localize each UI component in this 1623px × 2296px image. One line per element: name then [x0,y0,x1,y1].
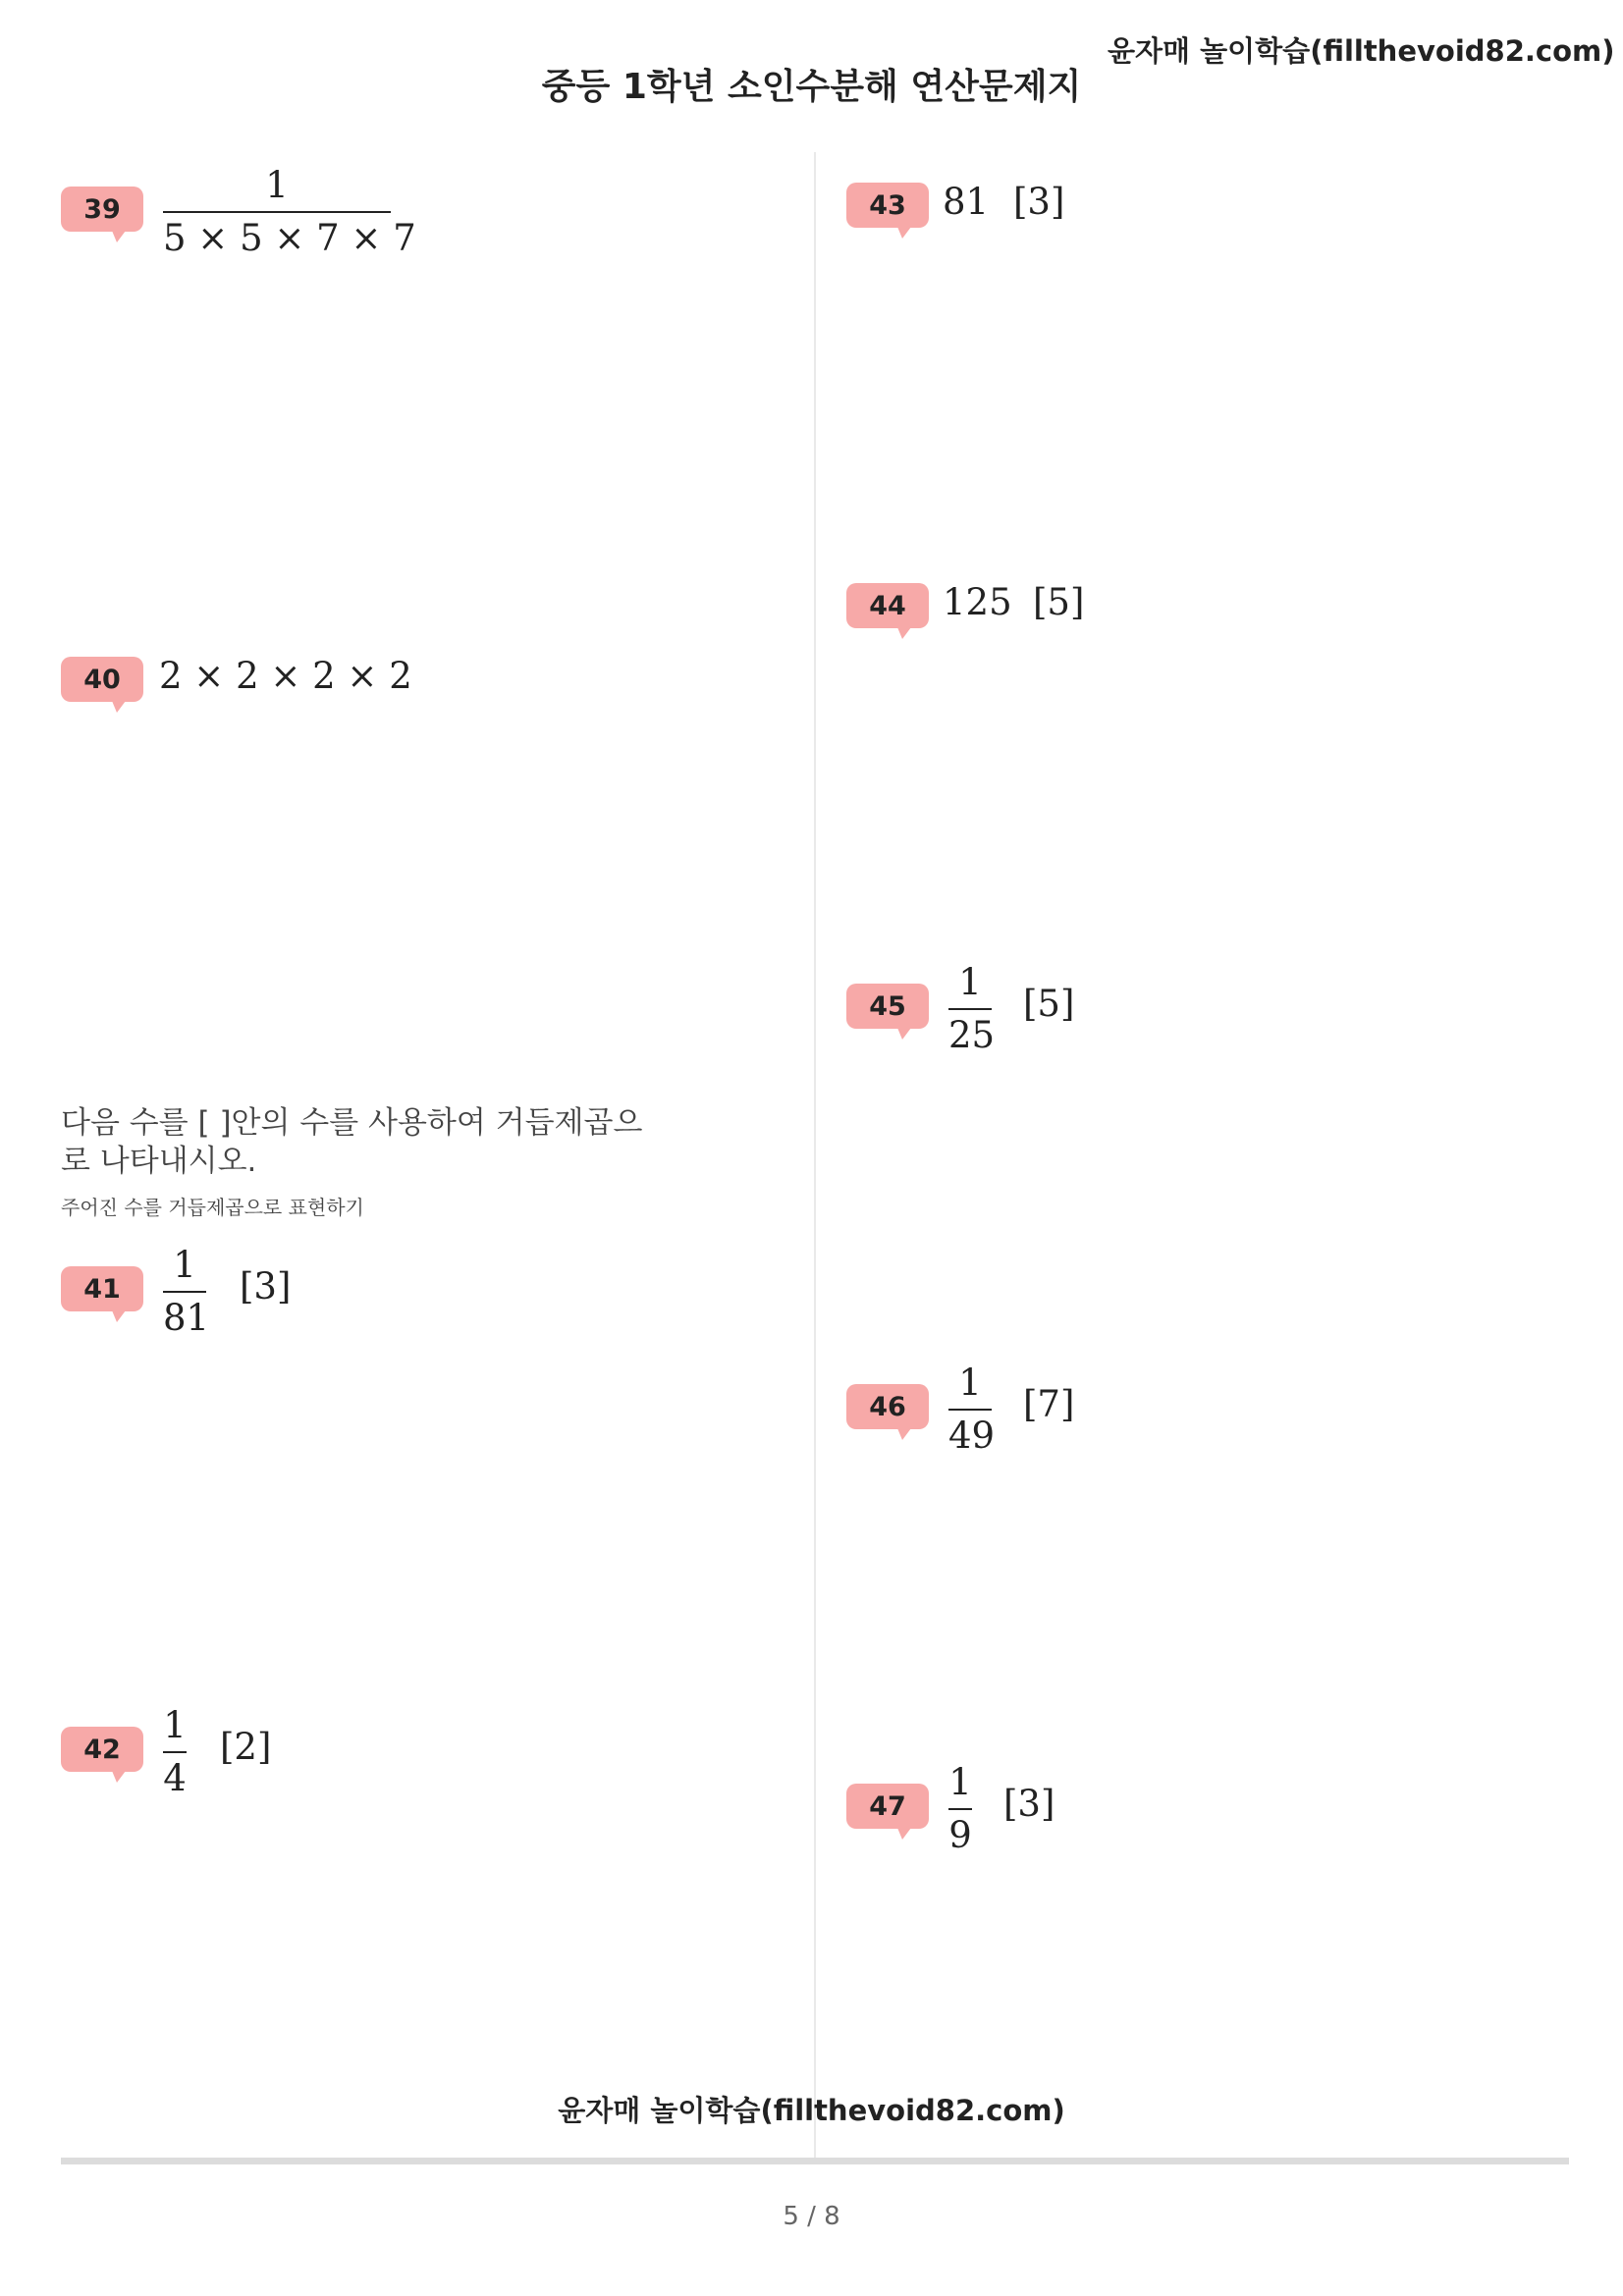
problem-number-badge: 45 [846,984,929,1029]
problem-number-badge: 39 [61,187,143,232]
problem-number-badge: 46 [846,1384,929,1429]
base-bracket: [3] [1003,1783,1055,1825]
base-bracket: [3] [240,1265,292,1308]
fraction-denominator: 9 [948,1814,972,1856]
instruction-subtext: 주어진 수를 거듭제곱으로 표현하기 [61,1196,364,1219]
instruction-text: 다음 수를 [ ]안의 수를 사용하여 거듭제곱으로 나타내시오. [61,1105,643,1179]
page-number: 5 / 8 [783,2202,840,2231]
fraction-numerator: 1 [958,1362,982,1404]
problem-number-badge: 47 [846,1784,929,1829]
fraction-numerator: 1 [163,1704,187,1746]
problem-number-badge: 43 [846,183,929,228]
fraction-numerator: 1 [958,961,982,1003]
header-brand: 윤자매 놀이학습(fillthevoid82.com) [1108,34,1615,68]
problem-number-badge: 41 [61,1266,143,1311]
base-bracket: [7] [1023,1383,1075,1425]
fraction [163,160,416,264]
fraction-denominator: 25 [948,1014,996,1056]
base-bracket: [2] [220,1726,272,1768]
fraction-denominator: 81 [163,1297,210,1339]
number-value: 125 [943,581,1012,623]
column-divider [814,152,816,2164]
fraction-denominator: 49 [948,1415,996,1457]
fraction-denominator: 5 × 5 × 7 × 7 [163,217,416,259]
footer-brand: 윤자매 놀이학습(fillthevoid82.com) [558,2094,1065,2127]
fraction [948,1757,972,1861]
problem-number-badge: 42 [61,1727,143,1772]
problem-number-badge: 44 [846,583,929,628]
expression: 2 × 2 × 2 × 2 [159,655,412,697]
problem-number-badge: 40 [61,657,143,702]
fraction-denominator: 4 [163,1757,187,1799]
fraction-numerator: 1 [173,1244,196,1286]
base-bracket: [5] [1033,581,1085,623]
page-title: 중등 1학년 소인수분해 연산문제지 [541,67,1082,107]
fraction [163,1240,210,1344]
base-bracket: [3] [1013,181,1065,223]
fraction-numerator: 1 [265,164,289,206]
footer-rule [61,2158,1569,2164]
fraction-numerator: 1 [948,1761,972,1803]
number-value: 81 [943,181,990,223]
fraction [948,957,996,1061]
base-bracket: [5] [1023,983,1075,1025]
fraction [163,1700,187,1804]
fraction [948,1358,996,1462]
